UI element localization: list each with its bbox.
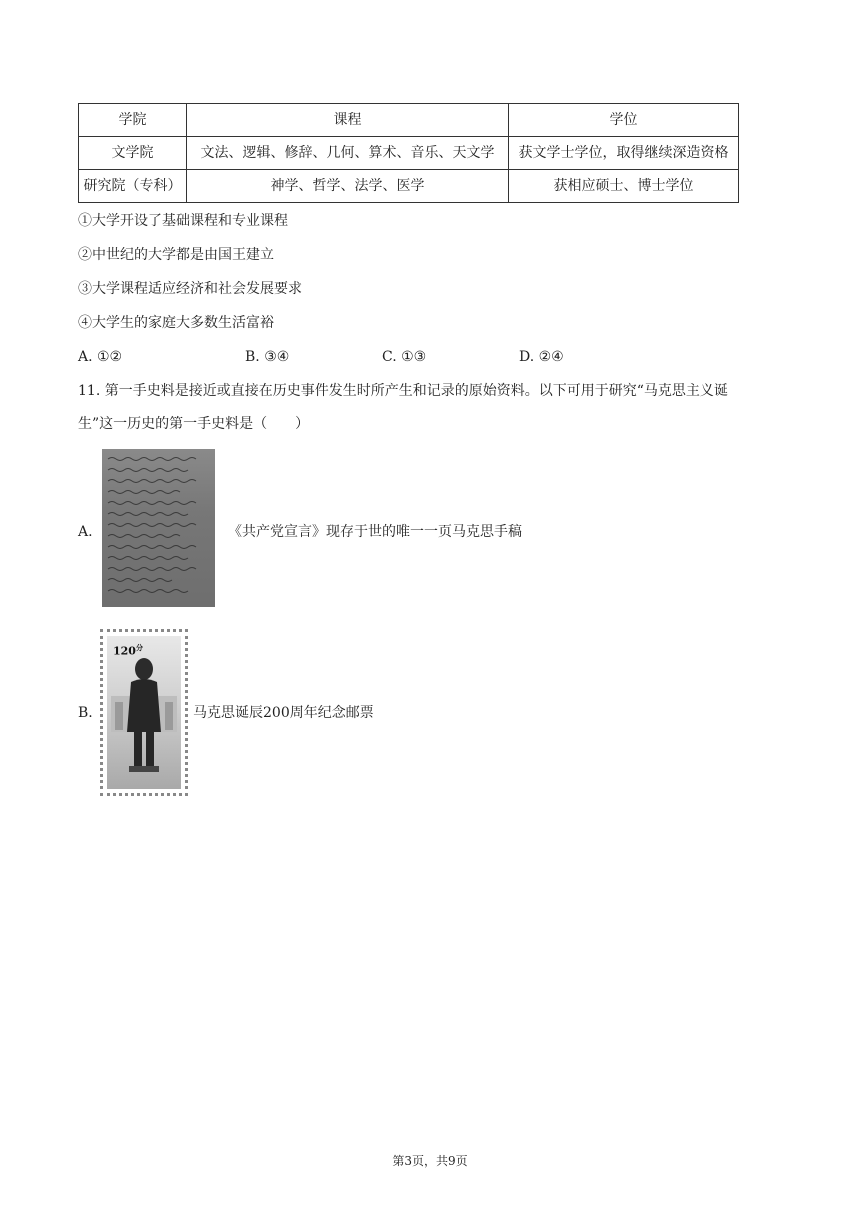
statement-4: ④大学生的家庭大多数生活富裕 (78, 315, 274, 331)
table-cell: 获相应硕士、博士学位 (509, 170, 739, 203)
handwriting-scribble-icon (102, 449, 215, 607)
q11-option-a-text: 《共产党宣言》现存于世的唯一一页马克思手稿 (228, 524, 522, 540)
q10-option-a: A. ①② (78, 349, 123, 365)
statement-1: ①大学开设了基础课程和专业课程 (78, 213, 288, 229)
table-header-cell: 课程 (187, 104, 509, 137)
table-cell: 获文学士学位，取得继续深造资格 (509, 137, 739, 170)
table-cell: 神学、哲学、法学、医学 (187, 170, 509, 203)
table-cell: 文学院 (79, 137, 187, 170)
q11-option-b-letter: B. (78, 705, 93, 721)
q11-stem-line-2: 生”这一历史的第一手史料是（ ） (78, 416, 310, 432)
stamp-denomination: $120^分$ (113, 643, 143, 658)
page-footer: 第3页，共9页 (392, 1154, 468, 1168)
statement-3: ③大学课程适应经济和社会发展要求 (78, 281, 302, 297)
table-row (79, 170, 739, 203)
q10-option-b: B. ③④ (245, 349, 290, 365)
q11-stem-line-1: 11. 第一手史料是接近或直接在历史事件发生时所产生和记录的原始资料。以下可用于研究“马克思主义诞 (78, 383, 728, 399)
marx-manuscript-image (102, 449, 215, 607)
q10-option-c: C. ①③ (382, 349, 427, 365)
q11-option-a-letter: A. (78, 524, 93, 540)
q11-option-b-text: 马克思诞辰200周年纪念邮票 (193, 705, 374, 721)
table-header-cell: 学位 (509, 104, 739, 137)
statement-2: ②中世纪的大学都是由国王建立 (78, 247, 274, 263)
table-cell: 文法、逻辑、修辞、几何、算术、音乐、天文学 (187, 137, 509, 170)
marx-statue-icon (107, 636, 181, 789)
q10-option-d: D. ②④ (519, 349, 564, 365)
table-header-cell: 学院 (79, 104, 187, 137)
course-table (78, 103, 739, 203)
table-row (79, 137, 739, 170)
marx-stamp-image (100, 629, 188, 796)
table-header-row (79, 104, 739, 137)
table-cell: 研究院（专科） (79, 170, 187, 203)
